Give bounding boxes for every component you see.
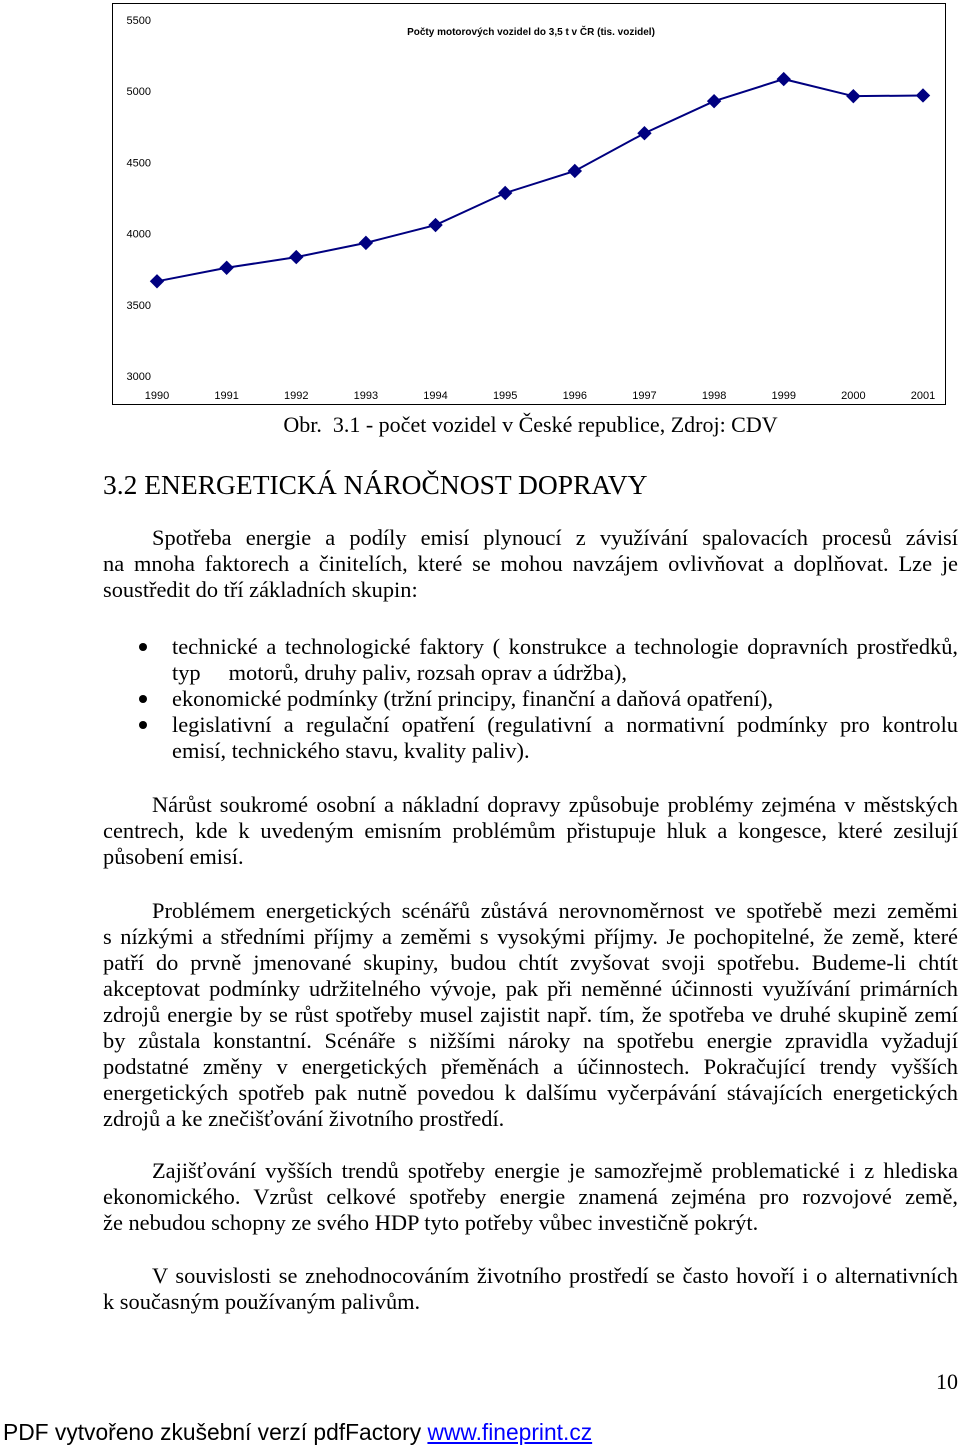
paragraph bbox=[103, 898, 958, 1132]
bullet-item bbox=[103, 712, 958, 764]
bullet-line: typ motorů, druhy paliv, rozsah oprav a údržba), bbox=[172, 660, 627, 685]
paragraph-line: soustředit do tří základních skupin: bbox=[103, 577, 418, 602]
paragraph-line: s nízkými a středními příjmy a zeměmi s vysokými příjmy. Je pochopitelné, že země, které bbox=[103, 924, 958, 949]
chart-title: Počty motorových vozidel do 3,5 t v ČR (tis. vozidel) bbox=[407, 27, 655, 38]
figure-caption: Obr. 3.1 - počet vozidel v České republice, Zdroj: CDV bbox=[283, 412, 778, 437]
x-tick-label: 1999 bbox=[771, 390, 796, 402]
paragraph bbox=[103, 792, 958, 870]
x-tick-label: 1997 bbox=[632, 390, 657, 402]
paragraph bbox=[103, 1263, 958, 1315]
paragraph-line: by zůstala konstantní. Scénáře s nižšími nároky na spotřebu energie zpravidla vyžadují bbox=[103, 1028, 958, 1053]
intro-paragraph bbox=[103, 525, 958, 603]
x-tick-label: 2000 bbox=[841, 390, 866, 402]
bullet-line: legislativní a regulační opatření (regulativní a normativní podmínky pro kontrolu bbox=[172, 712, 958, 737]
y-tick-label: 4000 bbox=[126, 228, 151, 241]
x-tick-label: 2001 bbox=[910, 390, 936, 402]
y-tick-label: 5500 bbox=[126, 15, 151, 27]
paragraph-line: ekonomického. Vzrůst celkové spotřeby energie znamená zejména pro rozvojové země, bbox=[103, 1184, 958, 1209]
bullet-icon bbox=[139, 721, 147, 729]
footer-text: PDF vytvořeno zkušební verzí pdfFactory bbox=[3, 1419, 428, 1445]
pdf-footer bbox=[3, 1419, 592, 1445]
paragraph bbox=[103, 1158, 958, 1236]
paragraph-line: podstatné změny v energetických přeměnách a účinnostech. Pokračující trendy vyšších bbox=[103, 1054, 958, 1079]
paragraph-line: energetických spotřeb pak nutně povedou k dalšímu vyčerpávání stávajících energetických bbox=[103, 1080, 958, 1105]
section-heading: 3.2 ENERGETICKÁ NÁROČNOST DOPRAVY bbox=[103, 469, 648, 500]
x-tick-label: 1993 bbox=[353, 390, 379, 402]
footer-link[interactable]: www.fineprint.cz bbox=[427, 1419, 593, 1445]
bullet-line: ekonomické podmínky (tržní principy, finanční a daňová opatření), bbox=[172, 686, 774, 711]
bullet-item bbox=[103, 634, 958, 686]
paragraph-line: působení emisí. bbox=[103, 844, 244, 869]
paragraph-line: Spotřeba energie a podíly emisí plynoucí z využívání spalovacích procesů závisí bbox=[152, 525, 958, 550]
paragraph-line: k současným používaným palivům. bbox=[103, 1289, 421, 1314]
paragraph-line: akceptovat podmínky udržitelného vývoje, pak při neměnné účinnosti využívání primárních bbox=[103, 976, 958, 1001]
y-tick-label: 4500 bbox=[126, 157, 151, 170]
paragraph-line: Zajišťování vyšších trendů spotřeby energie je samozřejmě problematické i z hlediska bbox=[152, 1158, 958, 1183]
y-tick-label: 5000 bbox=[126, 86, 151, 99]
paragraph-line: zdrojů energie by se růst spotřeby musel zajistit např. tím, že spotřeba ve druhé skupině zemí bbox=[103, 1002, 958, 1027]
y-tick-label: 3000 bbox=[126, 371, 151, 383]
x-tick-label: 1998 bbox=[701, 390, 727, 402]
x-tick-label: 1995 bbox=[492, 390, 518, 402]
x-tick-label: 1996 bbox=[562, 390, 588, 402]
paragraph-line: patří do prvně jmenované skupiny, budou chtít zvyšovat svoji spotřebu. Budeme-li chtít bbox=[103, 950, 958, 975]
paragraph-line: Problémem energetických scénářů zůstává nerovnoměrnost ve spotřebě mezi zeměmi bbox=[152, 898, 958, 923]
y-tick-label: 3500 bbox=[126, 299, 151, 312]
x-tick-label: 1994 bbox=[423, 390, 448, 402]
paragraph-line: že nebudou schopny ze svého HDP tyto potřeby vůbec investičně pokrýt. bbox=[103, 1210, 759, 1235]
x-tick-label: 1991 bbox=[214, 390, 239, 402]
paragraph-line: Nárůst soukromé osobní a nákladní dopravy způsobuje problémy zejména v městských bbox=[152, 792, 958, 817]
x-tick-label: 1990 bbox=[144, 390, 170, 402]
x-tick-label: 1992 bbox=[284, 390, 309, 402]
bullet-icon bbox=[139, 643, 147, 651]
chart-frame bbox=[113, 4, 946, 405]
page-number: 10 bbox=[936, 1369, 958, 1394]
bullet-line: technické a technologické faktory ( konstrukce a technologie dopravních prostředků, bbox=[172, 634, 958, 659]
bullet-icon bbox=[139, 695, 147, 703]
bullet-list bbox=[103, 634, 958, 764]
bullet-item bbox=[103, 686, 958, 712]
paragraph-line: na mnoha faktorech a činitelích, které se mohou navzájem ovlivňovat a doplňovat. Lze je bbox=[103, 551, 958, 576]
bullet-line: emisí, technického stavu, kvality paliv). bbox=[172, 738, 530, 763]
paragraph-line: zdrojů a ke znečišťování životního prostředí. bbox=[103, 1106, 505, 1131]
paragraph-line: centrech, kde k uvedeným emisním problémům přistupuje hluk a kongesce, které zesilují bbox=[103, 818, 958, 843]
paragraph-line: V souvislosti se znehodnocováním životního prostředí se často hovoří i o alternativních bbox=[152, 1263, 958, 1288]
line-chart bbox=[0, 0, 960, 410]
